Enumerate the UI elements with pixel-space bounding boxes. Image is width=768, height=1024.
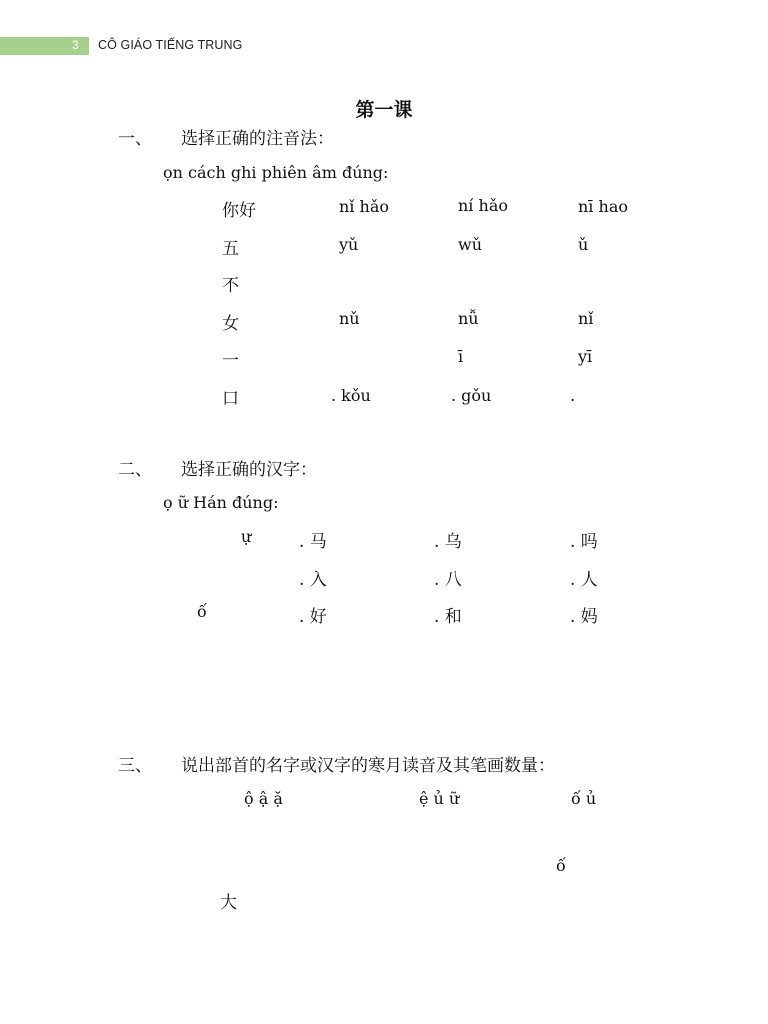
- header-title: CÔ GIÁO TIẾNG TRUNG: [98, 38, 243, 52]
- s1-row-3-char: 不: [222, 276, 239, 296]
- section-1-subtitle: ọn cách ghi phiên âm đúng:: [163, 163, 389, 182]
- s2-row-2-option-b: . 八: [434, 570, 462, 590]
- s2-row-1-option-a: . 马: [299, 532, 327, 552]
- s2-row-3-option-a: . 好: [299, 607, 327, 627]
- section-1-heading: 选择正确的注音法：: [181, 129, 334, 149]
- s3-header-2: ệ ủ ữ: [419, 789, 460, 808]
- s2-row-3-option-b: . 和: [434, 607, 462, 627]
- s1-row-6-char: 口: [222, 389, 239, 409]
- s3-row-1-char: 大: [220, 893, 237, 913]
- section-2-subtitle: ọ ữ Hán đúng:: [163, 493, 279, 512]
- s1-row-2-option-c: ǔ: [578, 235, 589, 254]
- s1-row-1-char: 你好: [222, 201, 256, 221]
- section-2-number: 二、: [118, 460, 152, 480]
- lesson-title: 第一课: [355, 99, 413, 121]
- section-3-heading: 说出部首的名字或汉字的寒月读音及其笔画数量：: [181, 756, 555, 776]
- s1-row-6-option-c: .: [570, 386, 576, 405]
- section-3-number: 三、: [118, 756, 152, 776]
- s1-row-5-option-c: yī: [578, 347, 593, 366]
- section-2-heading: 选择正确的汉字：: [181, 460, 317, 480]
- s1-row-5-option-b: ī: [458, 347, 464, 366]
- s2-row-1-option-b: . 乌: [434, 532, 462, 552]
- s1-row-1-option-a: nǐ hǎo: [339, 197, 389, 216]
- s1-row-1-option-c: nī hao: [578, 197, 628, 216]
- s3-note: ố: [556, 856, 566, 875]
- s2-row-1-label: ự: [241, 527, 252, 546]
- s2-row-3-label: ố: [197, 602, 207, 621]
- s1-row-4-option-a: nǔ: [339, 309, 360, 328]
- s2-row-3-option-c: . 妈: [570, 607, 598, 627]
- s1-row-4-option-b: nǚ: [458, 309, 479, 328]
- s1-row-4-option-c: nǐ: [578, 309, 594, 328]
- s1-row-4-char: 女: [222, 314, 239, 334]
- s1-row-2-option-a: yǔ: [339, 235, 359, 254]
- page-number: 3: [72, 38, 79, 52]
- s3-header-1: ộ ậ ặ: [244, 789, 283, 808]
- s1-row-6-option-a: . kǒu: [331, 386, 371, 405]
- section-1-number: 一、: [118, 129, 152, 149]
- s1-row-2-option-b: wǔ: [458, 235, 482, 254]
- s1-row-1-option-b: ní hǎo: [458, 196, 508, 215]
- s1-row-6-option-b: . gǒu: [451, 386, 492, 405]
- s1-row-5-char: 一: [222, 351, 239, 371]
- s2-row-2-option-c: . 人: [570, 570, 598, 590]
- s2-row-1-option-c: . 吗: [570, 532, 598, 552]
- s1-row-2-char: 五: [222, 239, 239, 259]
- s3-header-3: ố ủ: [571, 789, 597, 808]
- s2-row-2-option-a: . 入: [299, 570, 327, 590]
